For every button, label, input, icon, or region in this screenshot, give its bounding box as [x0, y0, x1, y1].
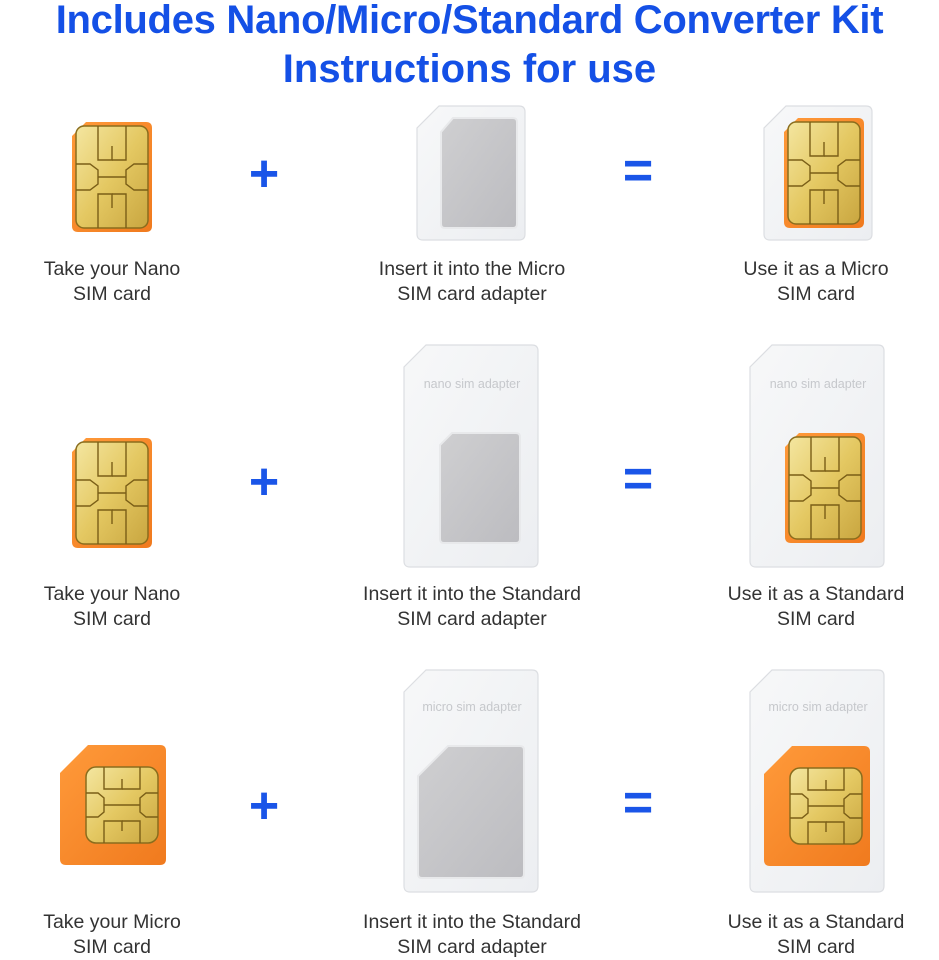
micro-sim-card [60, 745, 166, 865]
nano-in-micro-adapter [764, 106, 872, 240]
caption-use-as-micro: Use it as a Micro SIM card [743, 258, 889, 305]
nano-sim-card [72, 122, 152, 232]
page-title: Includes Nano/Micro/Standard Converter Kit [55, 0, 884, 42]
svg-text:nano sim adapter: nano sim adapter [769, 377, 867, 391]
caption-take-micro: Take your Micro SIM card [43, 911, 181, 958]
micro-sim-adapter [417, 106, 525, 240]
equals-sign: = [622, 450, 654, 508]
micro-to-standard-adapter [404, 670, 538, 892]
plus-sign: + [248, 453, 280, 511]
svg-text:micro sim adapter: micro sim adapter [422, 700, 522, 714]
caption-take-nano-2: Take your Nano SIM card [43, 583, 181, 630]
caption-use-as-standard-2: Use it as a Standard SIM card [727, 911, 905, 958]
svg-text:micro sim adapter: micro sim adapter [768, 700, 868, 714]
caption-take-nano-1: Take your Nano SIM card [43, 258, 181, 305]
page-subtitle: Instructions for use [282, 47, 657, 91]
nano-to-standard-adapter [404, 345, 538, 567]
equals-sign: = [622, 774, 654, 832]
caption-use-as-standard-1: Use it as a Standard SIM card [727, 583, 905, 630]
nano-sim-card [72, 438, 152, 548]
equals-sign: = [622, 142, 654, 200]
nano-in-standard-adapter [750, 345, 884, 567]
plus-sign: + [248, 777, 280, 835]
micro-in-standard-adapter [750, 670, 884, 892]
plus-sign: + [248, 145, 280, 203]
caption-insert-standard-adapter-2: Insert it into the Standard SIM card adapter [363, 911, 581, 958]
caption-insert-standard-adapter-1: Insert it into the Standard SIM card adapter [363, 583, 581, 630]
svg-text:nano sim adapter: nano sim adapter [423, 377, 521, 391]
caption-insert-micro-adapter: Insert it into the Micro SIM card adapter [378, 258, 566, 305]
